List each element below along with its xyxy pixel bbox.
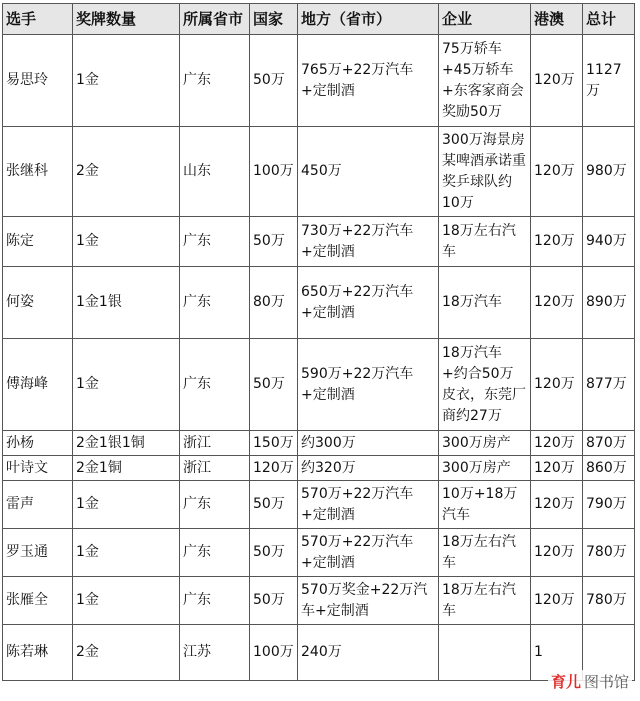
table-row (3, 267, 635, 339)
cell-enterprise: 18万左右汽车 (439, 529, 531, 577)
cell-national: 50万 (250, 577, 298, 625)
cell-hkmacau: 120万 (531, 267, 583, 339)
cell-hkmacau: 120万 (531, 217, 583, 267)
cell-medals: 1金 (73, 217, 180, 267)
header-hkmacau: 港澳 (531, 4, 583, 35)
table-row (3, 625, 635, 681)
table-row (3, 339, 635, 431)
cell-medals: 1金 (73, 481, 180, 529)
cell-total: 860万 (583, 456, 635, 481)
cell-total: 980万 (583, 127, 635, 217)
table-row (3, 456, 635, 481)
cell-hkmacau: 120万 (531, 431, 583, 456)
cell-local: 570万+22万汽车+定制酒 (298, 529, 439, 577)
cell-medals: 1金 (73, 529, 180, 577)
cell-province: 山东 (180, 127, 250, 217)
cell-national: 120万 (250, 456, 298, 481)
cell-national: 50万 (250, 481, 298, 529)
cell-province: 浙江 (180, 456, 250, 481)
bonus-table (2, 3, 635, 681)
cell-local: 650万+22万汽车+定制酒 (298, 267, 439, 339)
cell-hkmacau: 120万 (531, 339, 583, 431)
cell-hkmacau: 120万 (531, 127, 583, 217)
cell-athlete: 陈若琳 (3, 625, 73, 681)
cell-total: 780万 (583, 577, 635, 625)
cell-local: 570万奖金+22万汽车+定制酒 (298, 577, 439, 625)
cell-hkmacau: 120万 (531, 481, 583, 529)
cell-medals: 2金 (73, 127, 180, 217)
cell-total: 890万 (583, 267, 635, 339)
cell-province: 广东 (180, 35, 250, 127)
cell-enterprise: 10万+18万汽车 (439, 481, 531, 529)
table-row (3, 35, 635, 127)
cell-local: 730万+22万汽车+定制酒 (298, 217, 439, 267)
cell-enterprise: 300万房产 (439, 431, 531, 456)
cell-medals: 1金 (73, 577, 180, 625)
cell-national: 50万 (250, 35, 298, 127)
table-row (3, 577, 635, 625)
cell-national: 50万 (250, 529, 298, 577)
cell-hkmacau: 120万 (531, 35, 583, 127)
cell-athlete: 张雁全 (3, 577, 73, 625)
cell-national: 150万 (250, 431, 298, 456)
watermark-text: 图书馆 (583, 673, 629, 691)
cell-athlete: 孙杨 (3, 431, 73, 456)
table-row (3, 431, 635, 456)
cell-medals: 2金1银1铜 (73, 431, 180, 456)
header-medals: 奖牌数量 (73, 4, 180, 35)
cell-medals: 1金 (73, 35, 180, 127)
cell-enterprise: 75万轿车+45万轿车+东客家商会奖励50万 (439, 35, 531, 127)
cell-province: 广东 (180, 217, 250, 267)
cell-total: 940万 (583, 217, 635, 267)
header-row (3, 4, 635, 35)
watermark-logo: 育儿 (550, 673, 581, 691)
cell-enterprise (439, 625, 531, 681)
cell-national: 80万 (250, 267, 298, 339)
cell-local: 765万+22万汽车+定制酒 (298, 35, 439, 127)
cell-province: 广东 (180, 267, 250, 339)
cell-total: 877万 (583, 339, 635, 431)
cell-medals: 2金 (73, 625, 180, 681)
header-enterprise: 企业 (439, 4, 531, 35)
cell-total: 870万 (583, 431, 635, 456)
cell-local: 240万 (298, 625, 439, 681)
cell-province: 江苏 (180, 625, 250, 681)
cell-local: 590万+22万汽车+定制酒 (298, 339, 439, 431)
cell-national: 100万 (250, 127, 298, 217)
cell-medals: 2金1铜 (73, 456, 180, 481)
cell-local: 450万 (298, 127, 439, 217)
cell-national: 50万 (250, 339, 298, 431)
cell-enterprise: 18万左右汽车 (439, 217, 531, 267)
cell-national: 50万 (250, 217, 298, 267)
table-row (3, 217, 635, 267)
table-row (3, 529, 635, 577)
cell-total: 1127万 (583, 35, 635, 127)
cell-athlete: 傅海峰 (3, 339, 73, 431)
header-athlete: 选手 (3, 4, 73, 35)
cell-hkmacau: 1 (531, 625, 583, 681)
table-row (3, 481, 635, 529)
cell-hkmacau: 120万 (531, 456, 583, 481)
cell-province: 浙江 (180, 431, 250, 456)
cell-total: 780万 (583, 529, 635, 577)
cell-athlete: 雷声 (3, 481, 73, 529)
table-row (3, 127, 635, 217)
cell-athlete: 张继科 (3, 127, 73, 217)
cell-hkmacau: 120万 (531, 577, 583, 625)
cell-local: 570万+22万汽车+定制酒 (298, 481, 439, 529)
header-total: 总计 (583, 4, 635, 35)
cell-enterprise: 300万海景房 某啤酒承诺重奖乒球队约10万 (439, 127, 531, 217)
cell-local: 约320万 (298, 456, 439, 481)
cell-athlete: 何姿 (3, 267, 73, 339)
cell-athlete: 易思玲 (3, 35, 73, 127)
cell-hkmacau: 120万 (531, 529, 583, 577)
cell-province: 广东 (180, 577, 250, 625)
cell-athlete: 陈定 (3, 217, 73, 267)
cell-athlete: 罗玉通 (3, 529, 73, 577)
cell-enterprise: 18万左右汽车 (439, 577, 531, 625)
header-local: 地方（省市） (298, 4, 439, 35)
cell-total: 790万 (583, 481, 635, 529)
cell-athlete: 叶诗文 (3, 456, 73, 481)
cell-enterprise: 18万汽车+约合50万皮衣，东莞厂商约27万 (439, 339, 531, 431)
watermark (548, 670, 632, 693)
cell-enterprise: 300万房产 (439, 456, 531, 481)
header-province: 所属省市 (180, 4, 250, 35)
cell-province: 广东 (180, 339, 250, 431)
cell-national: 100万 (250, 625, 298, 681)
header-national: 国家 (250, 4, 298, 35)
cell-local: 约300万 (298, 431, 439, 456)
cell-enterprise: 18万汽车 (439, 267, 531, 339)
cell-medals: 1金1银 (73, 267, 180, 339)
cell-province: 广东 (180, 481, 250, 529)
cell-medals: 1金 (73, 339, 180, 431)
cell-province: 广东 (180, 529, 250, 577)
